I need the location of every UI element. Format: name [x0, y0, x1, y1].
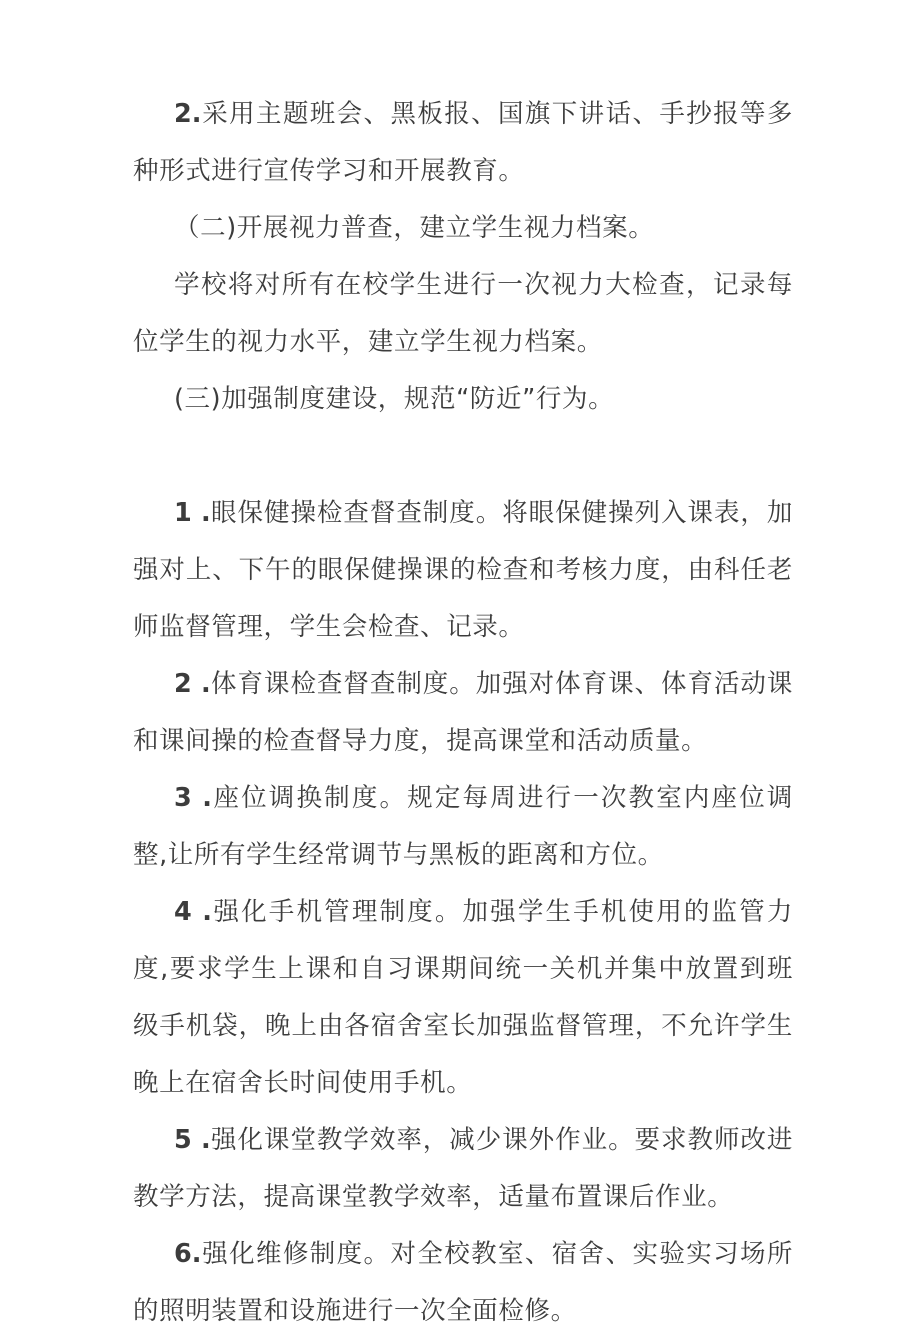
- paragraph-item-4-phone-management-system: 4 .强化手机管理制度。加强学生手机使用的监管力度,要求学生上课和自习课期间统一关机并集中放置到班级手机袋，晚上由各宿舍室长加强监督管理，不允许学生晚上在宿舍长时间使用手机。: [133, 897, 793, 1098]
- paragraph-item-2-publicity-forms: 2.采用主题班会、黑板报、国旗下讲话、手抄报等多种形式进行宣传学习和开展教育。: [133, 99, 793, 186]
- paragraph-item-2-pe-class-system: 2 .体育课检查督查制度。加强对体育课、体育活动课和课间操的检查督导力度，提高课堂和活动质量。: [133, 669, 794, 756]
- paragraph-vision-check: 学校将对所有在校学生进行一次视力大检查，记录每位学生的视力水平，建立学生视力档案。: [133, 270, 793, 357]
- paragraph-item-5-teaching-efficiency: 5 .强化课堂教学效率，减少课外作业。要求教师改进教学方法，提高课堂教学效率，适量布置课后作业。: [133, 1125, 794, 1212]
- paragraph-item-6-maintenance-system: 6.强化维修制度。对全校教室、宿舍、实验实习场所的照明装置和设施进行一次全面检修。: [133, 1239, 793, 1326]
- paragraph-heading-3-system-building: (三)加强制度建设，规范“防近”行为。: [174, 384, 615, 414]
- paragraph-item-1-eye-exercise-system: 1 .眼保健操检查督查制度。将眼保健操列入课表，加强对上、下午的眼保健操课的检查和考核力度，由科任老师监督管理，学生会检查、记录。: [133, 498, 794, 642]
- document-text-body: [133, 86, 793, 1340]
- paragraph-heading-2-vision-survey: （二)开展视力普查，建立学生视力档案。: [174, 213, 655, 243]
- paragraph-item-3-seat-rotation-system: 3 .座位调换制度。规定每周进行一次教室内座位调整,让所有学生经常调节与黑板的距离和方位。: [133, 783, 793, 870]
